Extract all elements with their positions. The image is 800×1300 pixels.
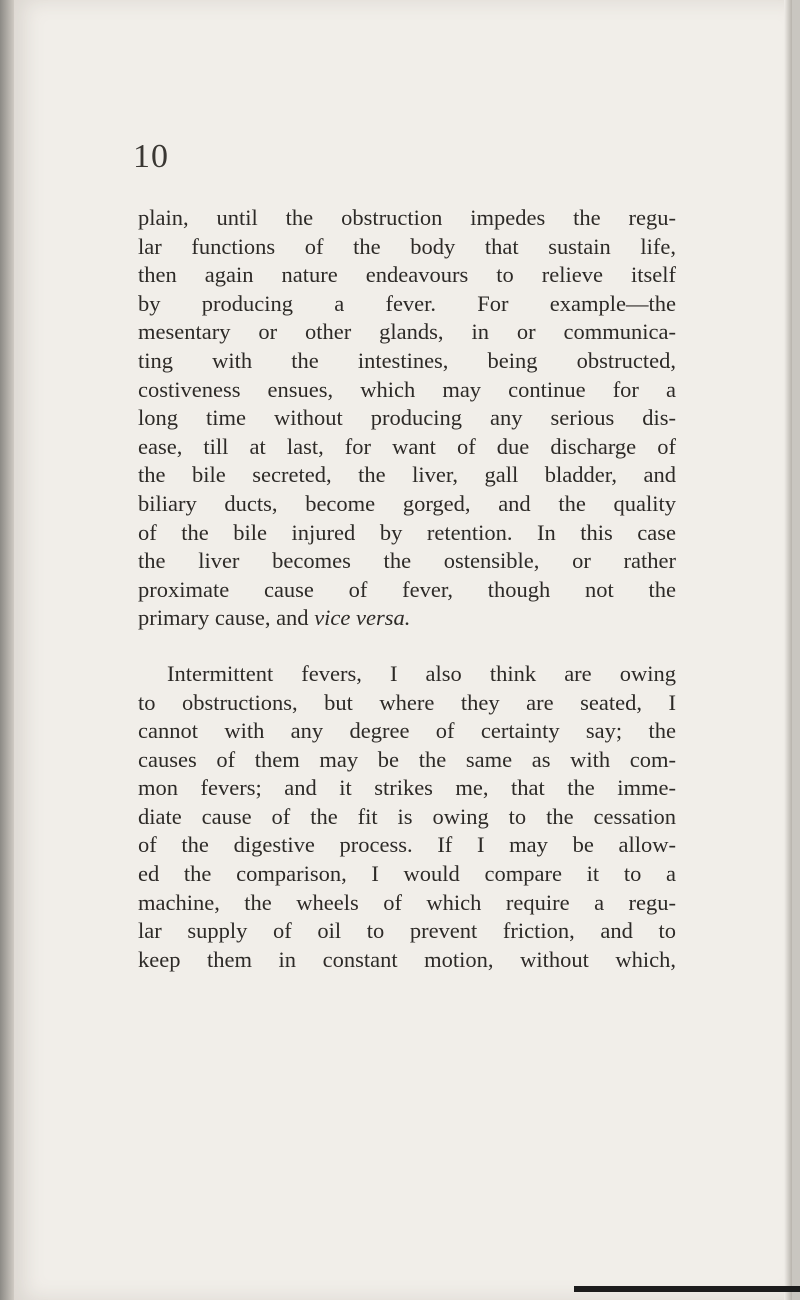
page-number: 10 (133, 138, 169, 175)
page-right-edge (784, 0, 792, 1300)
paragraph-gap (138, 633, 676, 660)
text-line: mesentary or other glands, in or communica- (138, 319, 676, 345)
text-line: long time without producing any serious dis- (138, 405, 676, 431)
text-line: mon fevers; and it strikes me, that the imme- (138, 775, 676, 801)
text-line: Intermittent fevers, I also think are owing (167, 660, 676, 686)
text-line: plain, until the obstruction impedes the regu- (138, 205, 676, 230)
text-line-final (138, 604, 676, 633)
text-line: of the bile injured by retention. In this case (138, 519, 676, 545)
body-text (138, 204, 676, 974)
text-line: by producing a fever. For example—the (138, 290, 676, 316)
text-line: ease, till at last, for want of due discharge of (138, 433, 676, 459)
italic-phrase: vice versa. (314, 605, 411, 631)
page-bottom-edge (574, 1286, 800, 1292)
text-line: ting with the intestines, being obstructed, (138, 347, 676, 373)
paragraph-final-text: primary cause, and (138, 605, 315, 631)
text-line: then again nature endeavours to relieve itself (138, 262, 676, 288)
text-line: to obstructions, but where they are seated, I (138, 689, 676, 715)
text-line: causes of them may be the same as with com- (138, 746, 676, 772)
text-line: keep them in constant motion, without which, (138, 946, 676, 972)
text-line: diate cause of the fit is owing to the cessation (138, 803, 676, 829)
book-gutter-shadow (0, 0, 14, 1300)
text-line: machine, the wheels of which require a regu- (138, 889, 676, 915)
text-line: lar supply of oil to prevent friction, and to (138, 918, 676, 944)
text-line: the bile secreted, the liver, gall bladder, and (138, 462, 676, 488)
text-line: the liver becomes the ostensible, or rather (138, 548, 676, 574)
text-line: ed the comparison, I would compare it to a (138, 861, 676, 887)
text-line: of the digestive process. If I may be allow- (138, 832, 676, 858)
text-line: lar functions of the body that sustain life, (138, 233, 676, 259)
text-line: proximate cause of fever, though not the (138, 576, 676, 602)
text-line: costiveness ensues, which may continue for a (138, 376, 676, 402)
text-line: cannot with any degree of certainty say; the (138, 718, 676, 744)
text-line: biliary ducts, become gorged, and the quality (138, 490, 676, 516)
